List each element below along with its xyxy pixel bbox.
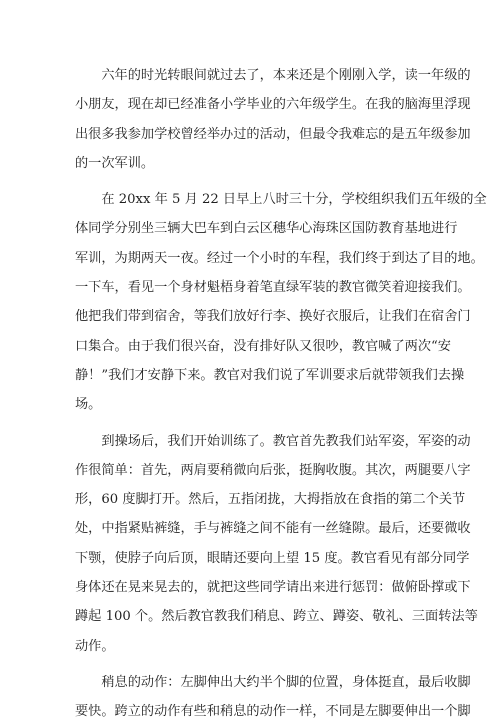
text-line: 的一次军训。 xyxy=(75,155,155,171)
text-line: 要快。跨立的动作有些和稍息的动作一样，不同是左脚要伸出一个脚 xyxy=(75,704,471,720)
text-line: 口集合。由于我们很兴奋，没有排好队又很吵，教官喊了两次“安 xyxy=(75,338,451,354)
text-line: 作很简单：首先，两肩要稍微向后张，挺胸收腹。其次，两腿要八字 xyxy=(75,462,471,478)
paragraph-trip xyxy=(75,185,487,419)
text-line: 他把我们带到宿舍，等我们放好行李、换好衣服后，让我们在宿舍门 xyxy=(75,309,471,325)
text-line: 形，60 度脚打开。然后，五指闭拢，大拇指放在食指的第二个关节 xyxy=(75,492,466,508)
paragraph-movements xyxy=(75,668,471,727)
text-line: 军训，为期两天一夜。经过一个小时的车程，我们终于到达了目的地。 xyxy=(75,250,484,266)
text-line: 蹲起 100 个。然后教官教我们稍息、跨立、蹲姿、敬礼、三面转法等 xyxy=(75,609,478,625)
body-text xyxy=(75,61,487,727)
text-line: 动作。 xyxy=(75,638,115,654)
text-line: 处，中指紧贴裤缝，手与裤缝之间不能有一丝缝隙。最后，还要微收 xyxy=(75,521,471,537)
paragraph-gap xyxy=(75,178,430,185)
text-line: 到操场后，我们开始训练了。教官首先教我们站军姿，军姿的动 xyxy=(75,433,471,449)
text-line: 体同学分别坐三辆大巴车到白云区穗华心海珠区国防教育基地进行 xyxy=(75,221,458,237)
text-line: 下颚，使脖子向后顶，眼睛还要向上望 15 度。教官看见有部分同学 xyxy=(75,550,470,566)
paragraph-gap xyxy=(75,420,430,427)
text-line: 身体还在晃来晃去的，就把这些同学请出来进行惩罚：做俯卧撑或下 xyxy=(75,580,471,596)
text-line: 小朋友，现在却已经准备小学毕业的六年级学生。在我的脑海里浮现 xyxy=(75,97,471,113)
text-line: 静！”我们才安静下来。教官对我们说了军训要求后就带领我们去操 xyxy=(75,367,465,383)
text-line: 稍息的动作：左脚伸出大约半个脚的位置，身体挺直，最后收脚 xyxy=(75,674,471,690)
text-line: 六年的时光转眼间就过去了，本来还是个刚刚入学，读一年级的 xyxy=(75,68,471,83)
paragraph-gap xyxy=(75,661,430,668)
text-line: 场。 xyxy=(75,397,102,413)
text-line: 出很多我参加学校曾经举办过的活动，但最令我难忘的是五年级参加 xyxy=(75,126,471,142)
text-line: 在 20xx 年 5 月 22 日早上八时三十分，学校组织我们五年级的全 xyxy=(75,192,487,208)
paragraph-intro xyxy=(75,61,471,178)
paragraph-training xyxy=(75,427,478,661)
text-line: 一下车，看见一个身材魁梧身着笔直绿军装的教官微笑着迎接我们。 xyxy=(75,280,471,296)
